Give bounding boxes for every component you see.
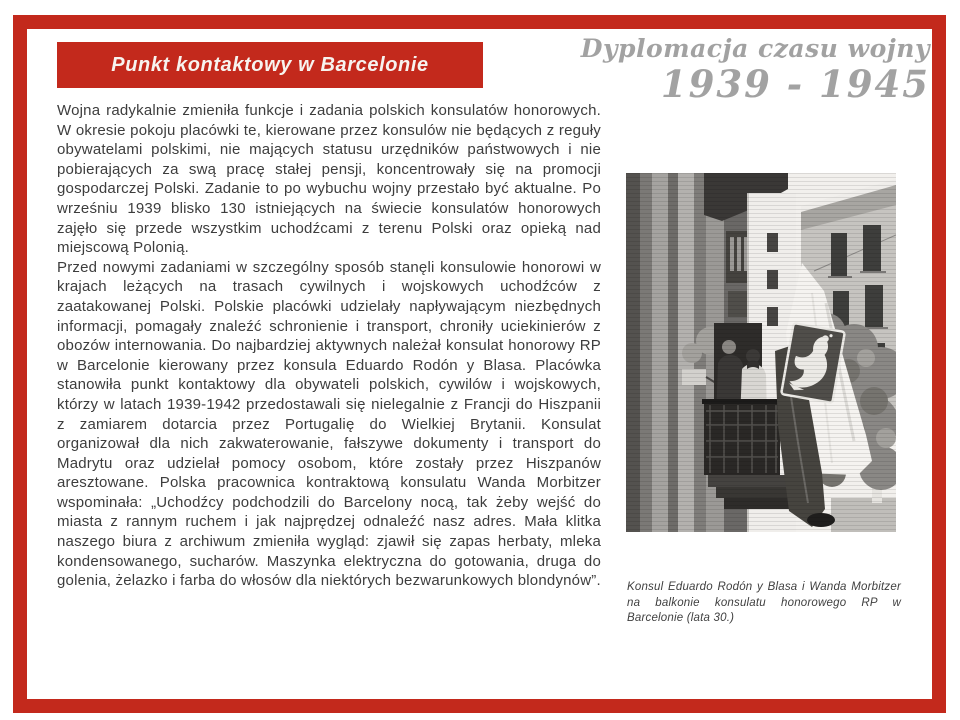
exhibition-years: 1939 - 1945	[660, 62, 930, 106]
historical-photo-graphic	[626, 173, 896, 532]
article-paragraph: Wojna radykalnie zmieniła funkcje i zadania polskich konsulatów honorowych. W okresie pokoju placówki te, kierowane przez konsulów nie będących z reguły obywatelami polskimi, nie mających statusu urzędników państwowych i nie pobierających za swą pracę stałej pensji, koncentrowały się na promocji gospodarczej Polski. Zadanie to po wybuchu wojny przestało być aktualne. Po wrześniu 1939 blisko 130 istniejących na świecie konsulatów honorowych zajęło się przede wszystkim uchodźcami z terenu Polski oraz opieką nad miejscową Polonią.	[57, 102, 601, 257]
article-body	[57, 101, 601, 591]
exhibition-title: Dyplomacja czasu wojny	[580, 34, 930, 63]
article-paragraph: Przed nowymi zadaniami w szczególny sposób stanęli konsulowie honorowi w krajach leżących na trasach cywilnych i wojskowych uchodźców z zaatakowanej Polski. Polskie placówki udzielały napływającym niezbędnych informacji, pomagały znaleźć schronienie i transport, chroniły uciekinierów z obozów internowania. Do najbardziej aktywnych należał konsulat honorowy RP w Barcelonie kierowany przez konsula Eduardo Rodón y Blasa. Placówka stanowiła punkt kontaktowy dla obywateli polskich, cywilów i wojskowych, którzy w latach 1939-1942 przedostawali się nielegalnie z Francji do Hiszpanii z zamiarem dotarcia przez Portugalię do Wielkiej Brytanii. Konsulat organizował dla nich zakwaterowanie, fałszywe dokumenty i transport do Madrytu oraz udzielał pomocy osobom, które zostały przez Hiszpanów aresztowane. Polska pracownica kontraktową konsulatu Wanda Morbitzer wspominała: „Uchodźcy podchodzili do Barcelony nocą, tak żeby wejść do miasta z rannym ruchem i jak najprędzej odnaleźć nasz adres. Mała klitka naszego biura z archiwum zmieniła wygląd: zjawił się zapas herbaty, mleka kondensowanego, sucharów. Maszynka elektryczna do gotowania, druga do golenia, żelazko i farba do włosów dla niektórych bezwarunkowych blondynów”.	[57, 258, 601, 590]
title-banner	[57, 42, 483, 88]
page-title: Punkt kontaktowy w Barcelonie	[111, 53, 429, 76]
historical-photo	[626, 173, 896, 532]
photo-caption: Konsul Eduardo Rodón y Blasa i Wanda Morbitzer na balkonie konsulatu honorowego RP w Barcelonie (lata 30.)	[627, 581, 901, 624]
exhibition-header	[581, 34, 930, 104]
